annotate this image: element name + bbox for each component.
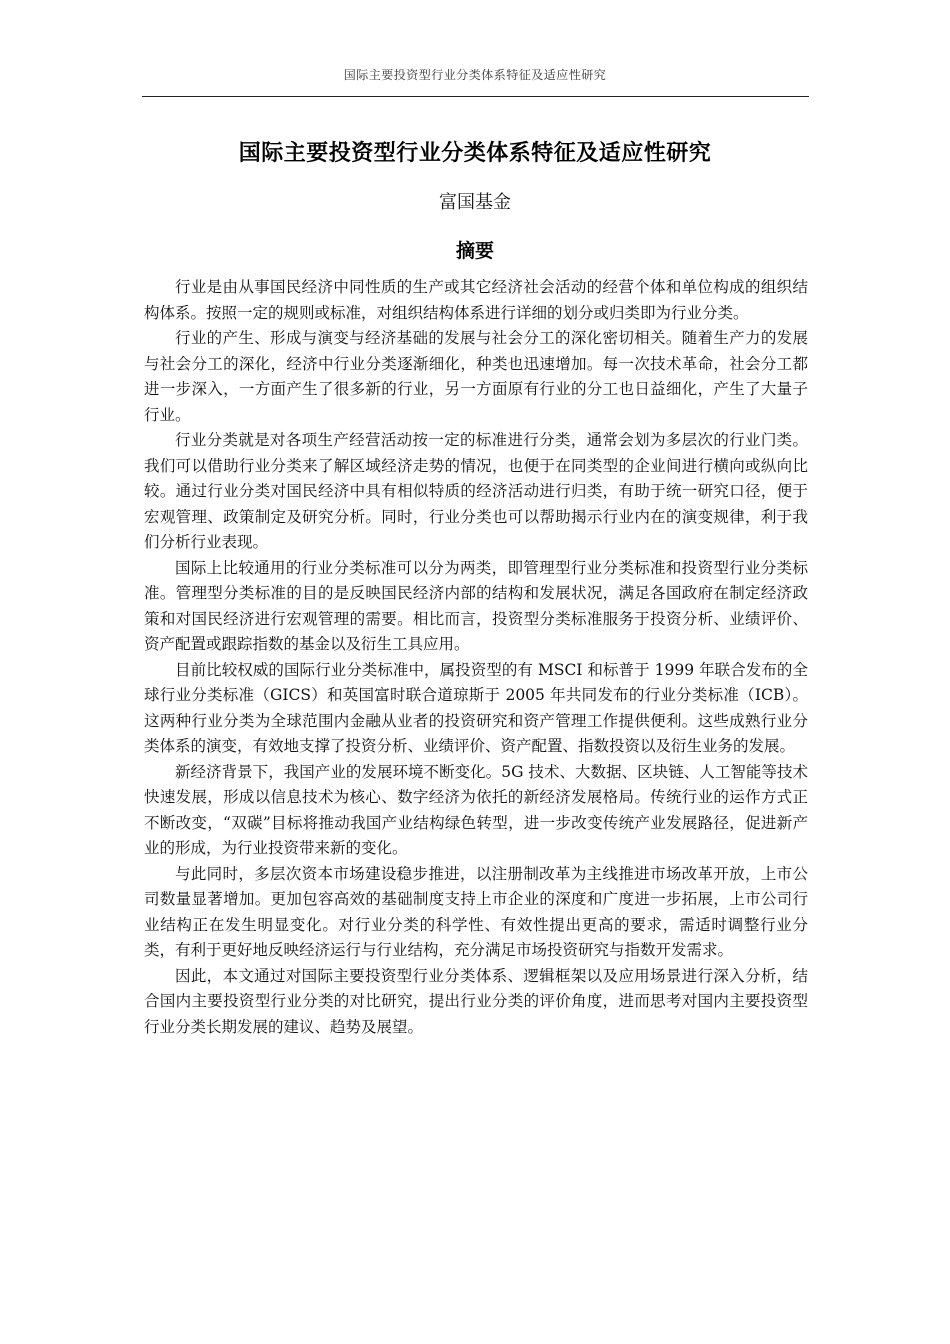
abstract-paragraph-5: 目前比较权威的国际行业分类标准中，属投资型的有 MSCI 和标普于 1999 年联合发布的全球行业分类标准（GICS）和英国富时联合道琼斯于 2005 年共同发布的行业分类标准（ICB）。这两种行业分类为全球范围内金融从业者的投资研究和资产管理工作提供便利。这些成熟行业分类体系的演变，有效地支撑了投资分析、业绩评价、资产配置、指数投资以及衍生业务的发展。 <box>144 660 808 755</box>
abstract-paragraph-6: 新经济背景下，我国产业的发展环境不断变化。5G 技术、大数据、区块链、人工智能等技术快速发展，形成以信息技术为核心、数字经济为依托的新经济发展格局。传统行业的运作方式正不断改变，“双碳”目标将推动我国产业结构绿色转型，进一步改变传统产业发展路径，促进新产业的形成，为行业投资带来新的变化。 <box>144 762 808 857</box>
running-header: 国际主要投资型行业分类体系特征及适应性研究 <box>343 68 607 82</box>
header-rule <box>142 96 809 97</box>
abstract-paragraph-2: 行业的产生、形成与演变与经济基础的发展与社会分工的深化密切相关。随着生产力的发展与社会分工的深化，经济中行业分类逐渐细化，种类也迅速增加。每一次技术革命，社会分工都进一步深入，一方面产生了很多新的行业，另一方面原有行业的分工也日益细化，产生了大量子行业。 <box>144 329 808 424</box>
abstract-paragraph-4: 国际上比较通用的行业分类标准可以分为两类，即管理型行业分类标准和投资型行业分类标准。管理型分类标准的目的是反映国民经济内部的结构和发展状况，满足各国政府在制定经济政策和对国民经济进行宏观管理的需要。相比而言，投资型分类标准服务于投资分析、业绩评价、资产配置或跟踪指数的基金以及衍生工具应用。 <box>144 558 808 653</box>
author: 富国基金 <box>439 192 511 213</box>
abstract-paragraph-8: 因此，本文通过对国际主要投资型行业分类体系、逻辑框架以及应用场景进行深入分析，结合国内主要投资型行业分类的对比研究，提出行业分类的评价角度，进而思考对国内主要投资型行业分类长期发展的建议、趋势及展望。 <box>144 966 808 1036</box>
abstract-paragraph-1: 行业是由从事国民经济中同性质的生产或其它经济社会活动的经营个体和单位构成的组织结构体系。按照一定的规则或标准，对组织结构体系进行详细的划分或归类即为行业分类。 <box>144 278 808 322</box>
abstract-heading: 摘要 <box>455 240 494 262</box>
abstract-body <box>144 275 808 1040</box>
abstract-paragraph-7: 与此同时，多层次资本市场建设稳步推进，以注册制改革为主线推进市场改革开放，上市公司数量显著增加。更加包容高效的基础制度支持上市企业的深度和广度进一步拓展，上市公司行业结构正在发生明显变化。对行业分类的科学性、有效性提出更高的要求，需适时调整行业分类，有利于更好地反映经济运行与行业结构，充分满足市场投资研究与指数开发需求。 <box>144 864 808 959</box>
document-title: 国际主要投资型行业分类体系特征及适应性研究 <box>238 141 712 166</box>
abstract-paragraph-3: 行业分类就是对各项生产经营活动按一定的标准进行分类，通常会划为多层次的行业门类。我们可以借助行业分类来了解区域经济走势的情况，也便于在同类型的企业间进行横向或纵向比较。通过行业分类对国民经济中具有相似特质的经济活动进行归类，有助于统一研究口径，便于宏观管理、政策制定及研究分析。同时，行业分类也可以帮助揭示行业内在的演变规律，利于我们分析行业表现。 <box>144 431 808 551</box>
